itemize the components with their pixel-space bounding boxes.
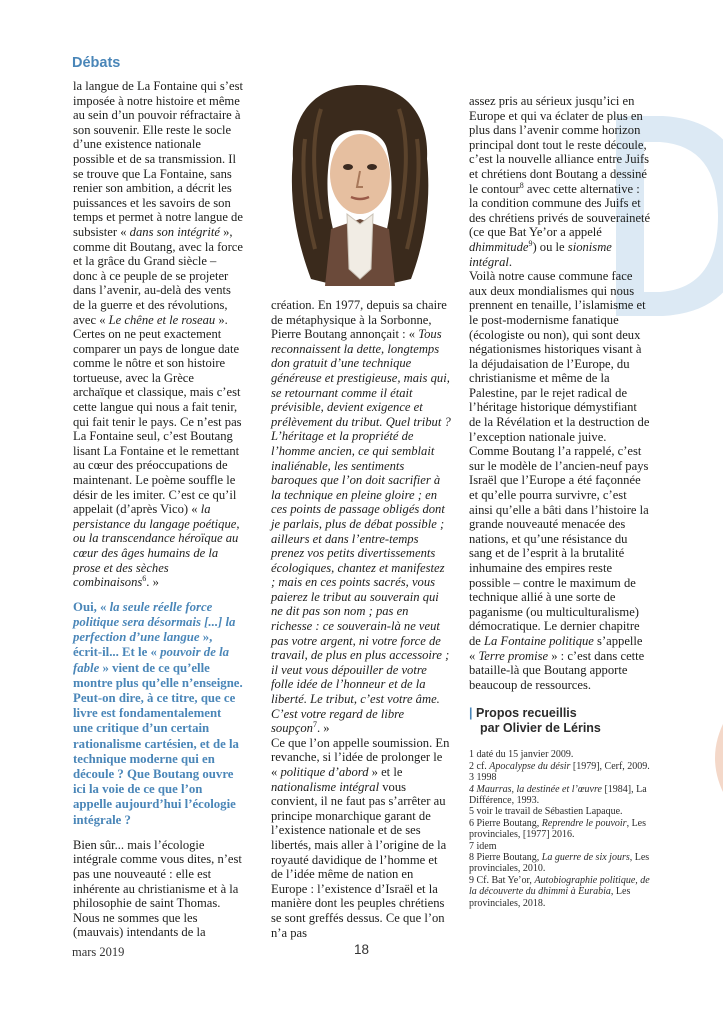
footnotes [469, 749, 651, 909]
text: », écrit-il... Et le « [73, 630, 213, 660]
quote: pouvoir de la fable [73, 645, 230, 675]
paragraph: Voilà notre cause commune face aux deux mondialismes qui nous prennent en tenaille, l’islamisme et le post-modernisme fanatique (écologiste ou non), qui sont deux négationismes historiques visant à la déjudaisation de l’Europe, du christianisme et même de la Palestine, par le rejet radical de l’héritage historique démystifiant de la Révélation et la destruction de l’exception nationale juive. [469, 269, 650, 444]
spacer [73, 828, 243, 838]
quote: politique d’abord [280, 765, 369, 779]
footnote-ref: 8 [519, 180, 524, 190]
text: ». [215, 312, 228, 327]
text: » et le [368, 765, 403, 779]
text: vous convient, il ne faut pas s’arrêter au principe monarchique garant de l’existence nationale et de ses libertés, mais aller à l’origine de la royauté davidique de l’homme et de l’idée même de nation en Europe : l’existence d’Israël et la manière dont les peuples chrétiens se sont greffés dessus. Ce que l’on n’a pas [271, 779, 447, 940]
credit-author: par Olivier de Lérins [480, 720, 601, 735]
text: 8 Pierre Boutang, [469, 852, 542, 863]
text: », comme dit Boutang, avec la force et la grâce du Grand siècle – donc à ce peuple de se projeter dans l’avenir, au-delà des vents de la guerre et des révolutions, avec « [73, 224, 243, 327]
interview-credit [469, 706, 651, 735]
text: Comme Boutang l’a rappelé, c’est sur le modèle de l’ancien-neuf pays Israël que l’Europe a été façonnée et qu’elle pourra survivre, c’est ainsi qu’elle a bâti dans l’histoire la grande nouveauté menacée des nations, et qu’une résistance du sang et de l’esprit à la brutalité inhumaine des empires reste possible – contre le maximum de technique allié à une sorte de paganisme (ou multiculturalisme) démocratique. Le dernier chapitre de [469, 444, 649, 648]
title-reference: Reprendre le pouvoir [541, 817, 627, 829]
text: avec cette alternative : la condition commune des Juifs et des chrétiens privés de souveraineté (ce que Bat Ye’or a appelé [469, 181, 651, 240]
title-reference: 4 Maurras, la destinée et l’œuvre [469, 783, 602, 795]
page-number: 18 [354, 942, 370, 957]
text: 2 cf. [469, 760, 490, 772]
article-column-3 [469, 94, 651, 909]
text: [1979], Cerf, 2009. [570, 760, 650, 772]
paragraph [469, 94, 651, 269]
text: Certes on ne peut exactement comparer un pays de longue date comme le nôtre et son histoire tortueuse, avec la Grèce archaïque et classique, mais c’est cette langue qui nous a fait tenir, qui fait tenir le pays. Ce n’est pas La Fontaine seul, c’est Boutang lisant La Fontaine et le remettant au cœur des préoccupations de maintenant. Le poème souffle le désir de les imiter. C’est ce qu’il appelait (d’après Vico) « [73, 327, 242, 517]
credit-text: Propos recueillis [475, 706, 577, 721]
text: , Les provinciales, 2018. [469, 886, 631, 909]
text: , Les provinciales, [1977] 2016. [469, 817, 647, 841]
text: » : c’est dans cette bataille-là que Boutang apporte beaucoup de ressources. [469, 648, 645, 692]
quote: la persistance du langage poétique, ou la transcendance héroïque au cœur des âges humains de la prose et des sèches combinaisons [73, 502, 240, 590]
footnote: 3 1998 [469, 772, 497, 784]
footnote-ref: 6 [142, 574, 147, 583]
title-reference: La Fontaine politique [484, 633, 594, 648]
text: 9 Cf. Bat Ye’or, [469, 874, 535, 886]
text: [1984], La Différence, 1993. [469, 783, 647, 806]
credit-bar: | [469, 706, 473, 721]
title-reference: La guerre de six jours [541, 852, 630, 863]
term: dhimmitude [469, 239, 529, 254]
footnote [469, 852, 651, 875]
quote: dans son intégrité [129, 224, 220, 239]
article-column-2 [271, 298, 451, 940]
text: ) ou le [532, 239, 568, 254]
section-label: Débats [72, 55, 121, 71]
paragraph [73, 327, 243, 590]
term: sionisme intégral [469, 239, 612, 269]
credit-line [469, 706, 651, 721]
text: Ce que l’on appelle soumission. En revanche, si l’idée de prolonger le « [271, 735, 450, 779]
title-reference: Le chêne et le roseau [108, 312, 216, 327]
footnote [469, 875, 651, 909]
text: . » [316, 721, 330, 736]
term: nationalisme intégral [271, 779, 380, 794]
quote: Terre promise [478, 648, 549, 663]
text: , Les provinciales, 2010. [469, 852, 650, 875]
text: la langue de La Fontaine qui s’est imposée à notre histoire et même au sein d’un pouvoir réfractaire à son souvenir. Elle reste le socle d’une existence nationale possible et de sa transmission. Il se trouve que La Fontaine, sans renier son ambition, a décrit les puissances et les savoirs de son temps et permet à notre langue de subsister « [73, 79, 243, 239]
article-column-1 [73, 79, 243, 940]
footnote: 7 idem [469, 840, 497, 852]
footnote: 1 daté du 15 janvier 2009. [469, 749, 574, 761]
text: Oui, « [73, 599, 110, 614]
text: . [508, 254, 513, 269]
portrait-image [271, 79, 449, 286]
footnote [469, 784, 651, 807]
text: . » [146, 575, 159, 590]
text: 6 Pierre Boutang, [469, 817, 542, 829]
paragraph: Bien sûr... mais l’écologie intégrale comme vous dites, n’est pas une nouveauté : elle est inhérente au christianisme et à la philosophie de saint Thomas. Nous ne sommes que les (mauvais) intendants de la [73, 837, 242, 940]
title-reference: Autobiographie politique, de la découverte du dhimmi à Eurabia [469, 874, 650, 898]
footnote-ref: 9 [528, 238, 533, 248]
text: » vient de ce qu’elle montre plus qu’elle n’enseigne. Peut-on dire, à ce titre, que ce livre est fondamentalement une critique d’un certain rationalisme cartésien, et de la technique moderne qui en découle ? Que Boutang ouvre ici la voie de ce que l’on appelle aujourd’hui l’écologie intégrale ? [73, 660, 243, 827]
decorative-side-shape [704, 718, 723, 798]
paragraph [271, 298, 451, 736]
footnote [469, 761, 651, 772]
footnote [469, 818, 651, 841]
footnote-ref: 7 [312, 720, 317, 730]
paragraph [73, 79, 243, 327]
footnote: 5 voir le travail de Sébastien Lapaque. [469, 806, 623, 818]
paragraph [271, 736, 451, 940]
text: création. En 1977, depuis sa chaire de métaphysique à la Sorbonne, Pierre Boutang annonçait : « [271, 298, 447, 342]
issue-date: mars 2019 [72, 945, 125, 959]
text: assez pris au sérieux jusqu’ici en Europe et qui va éclater de plus en plus dans l’avenir comme horizon principal dont tout le reste découle, c’est la nouvelle alliance entre Juifs et chrétiens dont Boutang a dessiné le contour [469, 94, 650, 196]
quote: la seule réelle force politique sera désormais [...] la perfection d’une langue [73, 599, 236, 645]
quote: Tous reconnaissent la dette, longtemps don gratuit d’une technique généreuse et prestigieuse, mais qui, se retournant comme il était prévisible, devient exigence et prélèvement du tribut. Quel tribut ? L’héritage et la propriété de l’homme ancien, ce qui semblait inaliénable, les sentiments baroques que l’on doit sacrifier à la technique en pleine gloire ; en ces points de passage obligés dont je parlais, plus de débat possible ; ailleurs et dans l’entre-temps prenez vos petits divertissements écologiques, chantez et manifestez ; mais en ces points sacrés, vous paierez le tribut au souverain qui ne dit pas son nom ; pas en richesse : ce souverain-là ne veut pas votre argent, ni votre force de travail, de plus en plus accessoire ; il veut vous dépouiller de votre folle idée de l’honneur et de la liberté. Le tribut, c’est votre âme. C’est votre regard de libre soupçon [271, 327, 451, 736]
interview-question [73, 600, 243, 828]
paragraph [469, 444, 651, 692]
title-reference: Apocalypse du désir [489, 760, 571, 772]
text: s’appelle « [469, 633, 643, 663]
